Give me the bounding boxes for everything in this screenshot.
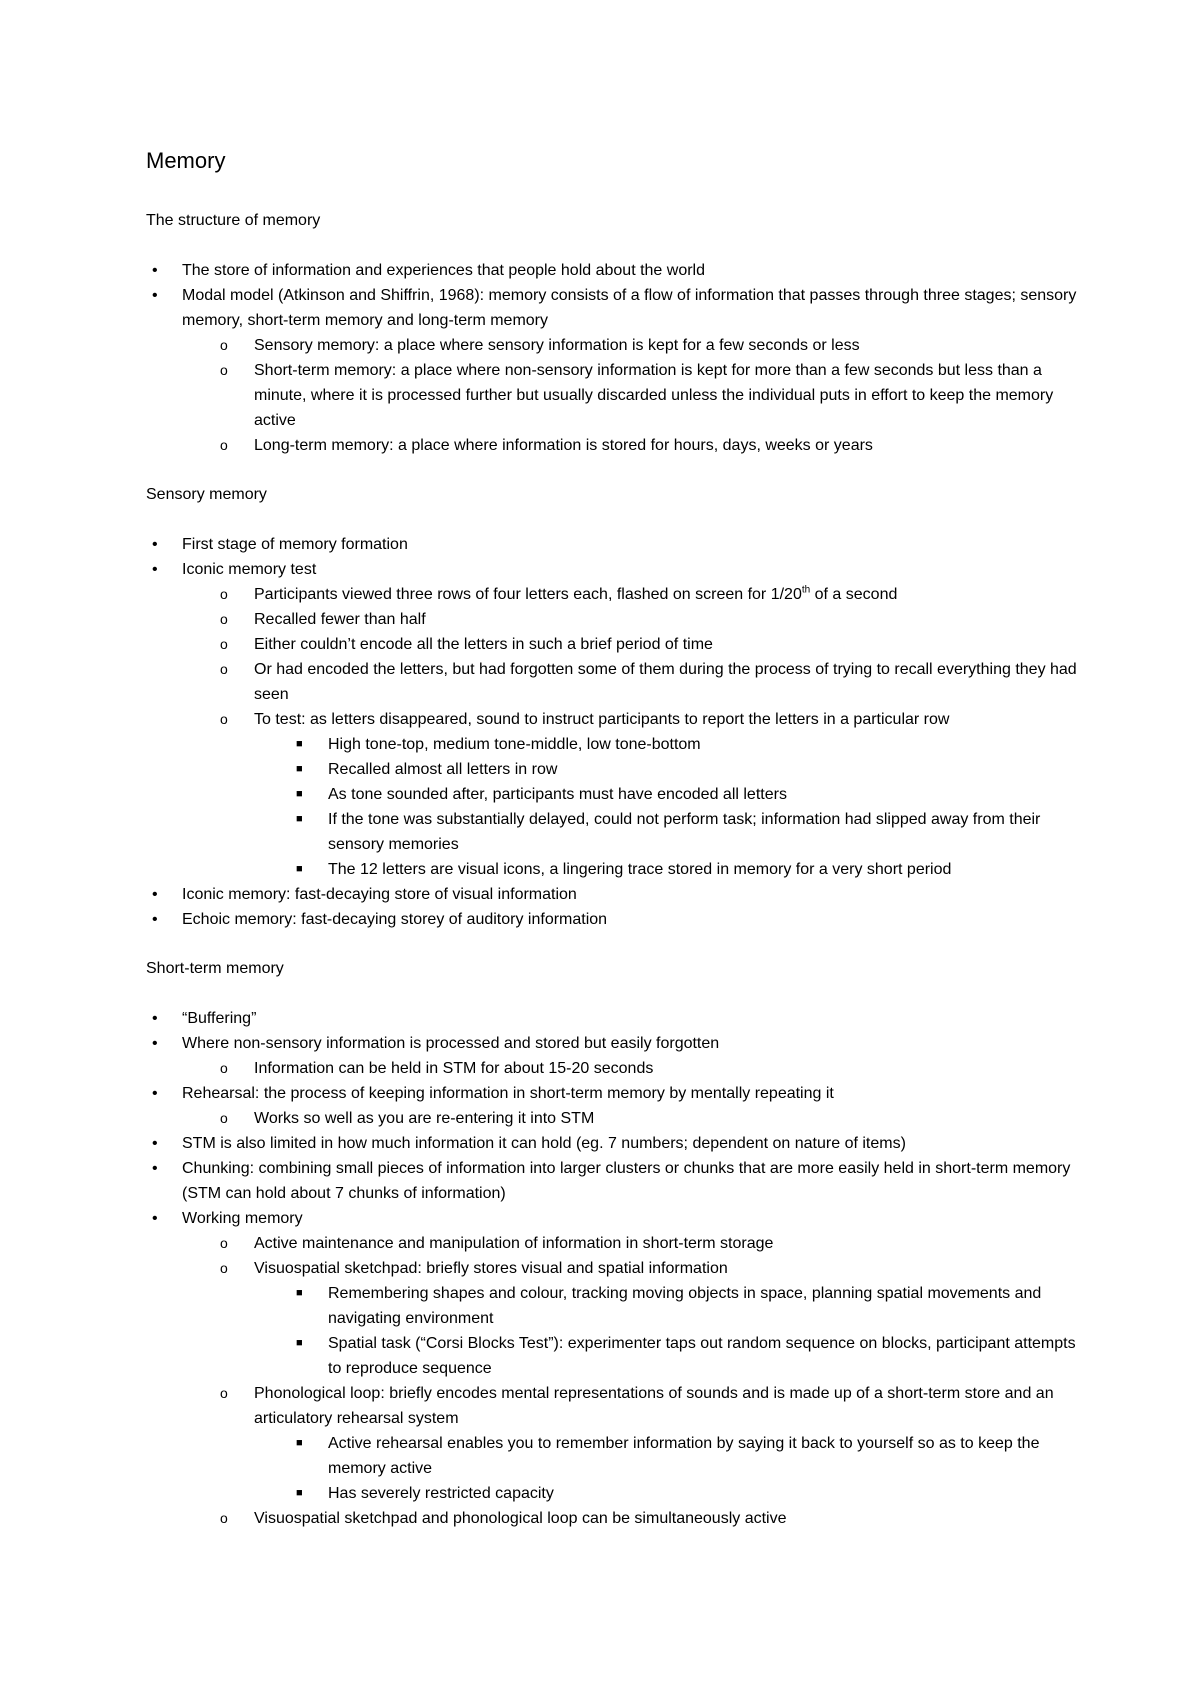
- section-heading: Short-term memory: [146, 960, 284, 977]
- list-item-text: Iconic memory: fast-decaying store of visual information: [182, 886, 577, 903]
- bullet-disc-icon: •: [152, 1160, 158, 1177]
- list-item-text: Spatial task (“Corsi Blocks Test”): experimenter taps out random sequence on blocks, participant attempts to reproduce sequence: [328, 1335, 1076, 1377]
- list-item: [146, 1256, 1080, 1281]
- list-item-text: Has severely restricted capacity: [328, 1485, 554, 1502]
- list-item-text: Sensory memory: a place where sensory information is kept for a few seconds or less: [254, 337, 860, 354]
- bullet-square-icon: ■: [296, 863, 303, 875]
- list-item: [146, 1481, 1080, 1506]
- list-item: [146, 1431, 1080, 1481]
- bullet-circle-icon: o: [220, 586, 228, 602]
- bullet-list: [146, 1006, 1080, 1531]
- list-item-text: Where non-sensory information is processed and stored but easily forgotten: [182, 1035, 720, 1052]
- bullet-circle-icon: o: [220, 337, 228, 353]
- list-item: [146, 1056, 1080, 1081]
- list-item: [146, 1231, 1080, 1256]
- bullet-circle-icon: o: [220, 711, 228, 727]
- bullet-disc-icon: •: [152, 1085, 158, 1102]
- list-item: [146, 358, 1080, 433]
- list-item: [146, 782, 1080, 807]
- list-item-text: Visuospatial sketchpad and phonological loop can be simultaneously active: [254, 1510, 787, 1527]
- bullet-disc-icon: •: [152, 886, 158, 903]
- list-item-text: The store of information and experiences that people hold about the world: [182, 262, 705, 279]
- list-item: [146, 907, 1080, 932]
- list-item-text: Works so well as you are re-entering it into STM: [254, 1110, 595, 1127]
- list-item: [146, 657, 1080, 707]
- section: [146, 210, 1080, 458]
- bullet-circle-icon: o: [220, 1110, 228, 1126]
- list-item-text: “Buffering”: [182, 1010, 257, 1027]
- list-item-text: Long-term memory: a place where information is stored for hours, days, weeks or years: [254, 437, 873, 454]
- list-item: [146, 1131, 1080, 1156]
- bullet-disc-icon: •: [152, 536, 158, 553]
- bullet-disc-icon: •: [152, 1210, 158, 1227]
- list-item: [146, 807, 1080, 857]
- list-item-text: Phonological loop: briefly encodes mental representations of sounds and is made up of a short-term store and an articulatory rehearsal system: [254, 1385, 1054, 1427]
- list-item-text: Remembering shapes and colour, tracking moving objects in space, planning spatial movements and navigating environment: [328, 1285, 1042, 1327]
- list-item: [146, 333, 1080, 358]
- list-item-text: Information can be held in STM for about 15-20 seconds: [254, 1060, 654, 1077]
- list-item: [146, 1156, 1080, 1206]
- list-item-text: Iconic memory test: [182, 561, 317, 578]
- list-item: [146, 732, 1080, 757]
- bullet-disc-icon: •: [152, 1035, 158, 1052]
- list-item-text: The 12 letters are visual icons, a lingering trace stored in memory for a very short period: [328, 861, 952, 878]
- bullet-list: [146, 532, 1080, 932]
- bullet-circle-icon: o: [220, 362, 228, 378]
- list-item-text: Working memory: [182, 1210, 303, 1227]
- section-heading: The structure of memory: [146, 212, 321, 229]
- list-item: [146, 857, 1080, 882]
- list-item-text: As tone sounded after, participants must have encoded all letters: [328, 786, 787, 803]
- list-item-text: Recalled fewer than half: [254, 611, 426, 628]
- list-item-text: STM is also limited in how much information it can hold (eg. 7 numbers; dependent on nature of items): [182, 1135, 906, 1152]
- list-item-text: Active rehearsal enables you to remember information by saying it back to yourself so as to keep the memory active: [328, 1435, 1040, 1477]
- list-item-text: If the tone was substantially delayed, could not perform task; information had slipped away from their sensory memories: [328, 811, 1041, 853]
- bullet-disc-icon: •: [152, 262, 158, 279]
- list-item: [146, 1506, 1080, 1531]
- list-item: [146, 1281, 1080, 1331]
- list-item-text: Rehearsal: the process of keeping information in short-term memory by mentally repeating it: [182, 1085, 834, 1102]
- list-item: [146, 1106, 1080, 1131]
- list-item: [146, 557, 1080, 582]
- list-item: [146, 1031, 1080, 1056]
- list-item: [146, 1006, 1080, 1031]
- sections-container: [146, 210, 1080, 1531]
- list-item-text: Modal model (Atkinson and Shiffrin, 1968): memory consists of a flow of information that passes through three stages; sensory memory, short-term memory and long-term memory: [182, 287, 1077, 329]
- bullet-square-icon: ■: [296, 813, 303, 825]
- list-item-text: Active maintenance and manipulation of information in short-term storage: [254, 1235, 774, 1252]
- bullet-disc-icon: •: [152, 287, 158, 304]
- list-item-text: Echoic memory: fast-decaying storey of auditory information: [182, 911, 608, 928]
- section: [146, 958, 1080, 1531]
- list-item-text: Participants viewed three rows of four letters each, flashed on screen for 1/20: [254, 586, 802, 603]
- list-item: [146, 258, 1080, 283]
- bullet-square-icon: ■: [296, 1287, 303, 1299]
- bullet-circle-icon: o: [220, 1385, 228, 1401]
- bullet-square-icon: ■: [296, 1487, 303, 1499]
- bullet-circle-icon: o: [220, 636, 228, 652]
- bullet-square-icon: ■: [296, 1437, 303, 1449]
- bullet-circle-icon: o: [220, 1235, 228, 1251]
- list-item: [146, 707, 1080, 732]
- bullet-circle-icon: o: [220, 661, 228, 677]
- list-item: [146, 1206, 1080, 1231]
- list-item-text: Chunking: combining small pieces of information into larger clusters or chunks that are more easily held in short-term memory (STM can hold about 7 chunks of information): [182, 1160, 1071, 1202]
- list-item-text: Recalled almost all letters in row: [328, 761, 558, 778]
- list-item-text: High tone-top, medium tone-middle, low tone-bottom: [328, 736, 701, 753]
- page-title: Memory: [146, 148, 226, 173]
- list-item-text: Visuospatial sketchpad: briefly stores visual and spatial information: [254, 1260, 728, 1277]
- bullet-square-icon: ■: [296, 1337, 303, 1349]
- bullet-square-icon: ■: [296, 763, 303, 775]
- list-item: [146, 283, 1080, 333]
- bullet-circle-icon: o: [220, 437, 228, 453]
- superscript: th: [801, 584, 811, 596]
- list-item: [146, 1081, 1080, 1106]
- bullet-disc-icon: •: [152, 911, 158, 928]
- list-item-text: First stage of memory formation: [182, 536, 408, 553]
- bullet-disc-icon: •: [152, 1135, 158, 1152]
- list-item: [146, 632, 1080, 657]
- bullet-square-icon: ■: [296, 738, 303, 750]
- list-item-text: To test: as letters disappeared, sound to instruct participants to report the letters in a particular row: [254, 711, 950, 728]
- bullet-disc-icon: •: [152, 1010, 158, 1027]
- bullet-circle-icon: o: [220, 1060, 228, 1076]
- bullet-disc-icon: •: [152, 561, 158, 578]
- list-item: [146, 582, 1080, 607]
- list-item: [146, 532, 1080, 557]
- bullet-circle-icon: o: [220, 1260, 228, 1276]
- list-item-text: Short-term memory: a place where non-sensory information is kept for more than a few seconds but less than a minute, where it is processed further but usually discarded unless the individual puts in effort to keep the memory active: [254, 362, 1054, 429]
- list-item: [146, 882, 1080, 907]
- list-item: [146, 607, 1080, 632]
- bullet-square-icon: ■: [296, 788, 303, 800]
- list-item-text-tail: of a second: [810, 586, 898, 603]
- section-heading: Sensory memory: [146, 486, 267, 503]
- list-item: [146, 433, 1080, 458]
- section: [146, 484, 1080, 932]
- list-item-text: Or had encoded the letters, but had forgotten some of them during the process of trying to recall everything they had seen: [254, 661, 1077, 703]
- list-item: [146, 1331, 1080, 1381]
- bullet-circle-icon: o: [220, 611, 228, 627]
- bullet-list: [146, 258, 1080, 458]
- bullet-circle-icon: o: [220, 1510, 228, 1526]
- list-item: [146, 1381, 1080, 1431]
- list-item-text: Either couldn’t encode all the letters in such a brief period of time: [254, 636, 713, 653]
- list-item: [146, 757, 1080, 782]
